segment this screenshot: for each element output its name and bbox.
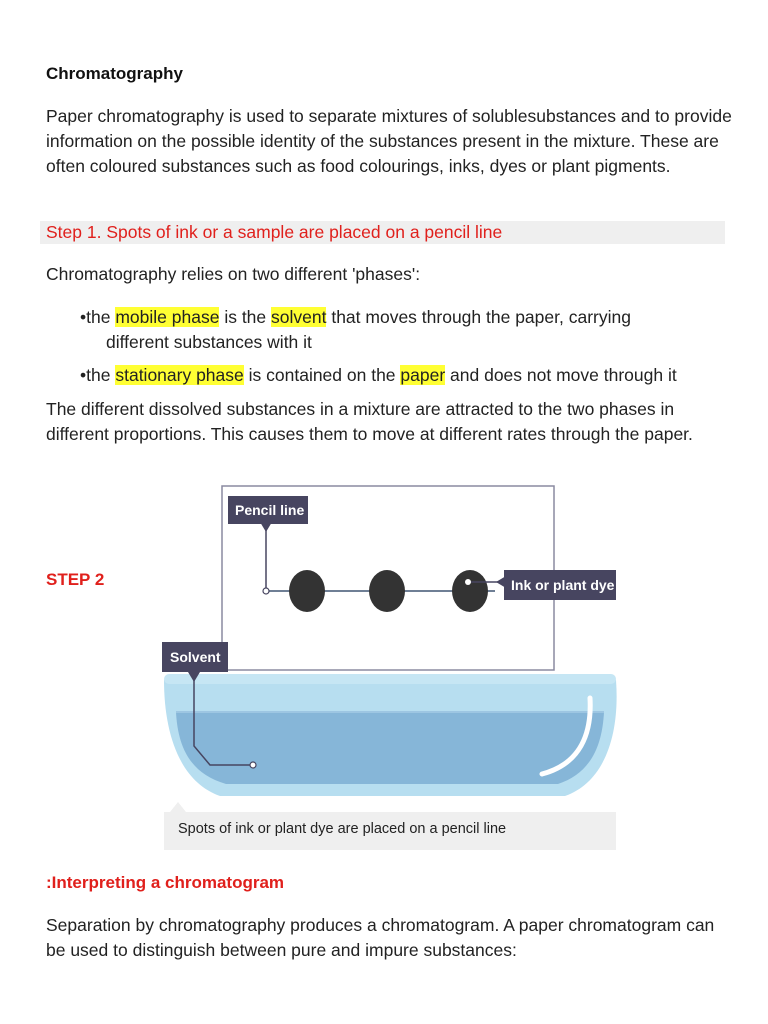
highlight-mobile-phase: mobile phase	[115, 307, 220, 327]
pencil-pointer	[263, 588, 269, 594]
interpreting-paragraph: Separation by chromatography produces a chromatogram. A paper chromatogram can be used to distinguish between pure and impure substances:	[46, 915, 715, 960]
bullet-text: is contained on the	[243, 365, 401, 385]
pointer-dot	[465, 579, 471, 585]
chromatography-diagram	[160, 484, 620, 814]
bullet-text: the	[86, 365, 116, 385]
ink-spot	[369, 570, 405, 612]
solvent-label: Solvent	[170, 649, 221, 665]
bullet-text: the	[86, 307, 116, 327]
pencil-label: Pencil line	[235, 502, 305, 518]
page-title: Chromatography	[46, 64, 183, 83]
solvent-pointer	[250, 762, 256, 768]
bullet-dot-icon: •	[80, 365, 87, 385]
bullet-continuation: different substances with it	[106, 332, 312, 352]
dissolved-paragraph: The different dissolved substances in a mixture are attracted to the two phases in different proportions. This causes them to move at different rates through the paper.	[46, 399, 693, 444]
intro-paragraph: Paper chromatography is used to separate mixtures of solublesubstances and to provide information on the possible identity of the substances present in the mixture. These are often coloured substances such as food colourings, inks, dyes or plant pigments.	[46, 106, 732, 176]
ink-label: Ink or plant dye	[511, 577, 615, 593]
highlight-paper: paper	[400, 365, 446, 385]
bullet-mobile-phase	[80, 305, 720, 355]
step1-text: Step 1. Spots of ink or a sample are placed on a pencil line	[46, 222, 503, 242]
bullet-text: is the	[219, 307, 272, 327]
step2-label: STEP 2	[46, 570, 105, 589]
diagram-caption-box	[164, 812, 616, 850]
caption-notch	[170, 802, 186, 812]
diagram-caption: Spots of ink or plant dye are placed on a pencil line	[178, 821, 507, 837]
bullet-text: that moves through the paper, carrying	[326, 307, 631, 327]
phases-intro: Chromatography relies on two different 'phases':	[46, 264, 421, 284]
dish-rim	[164, 674, 616, 684]
bullet-dot-icon: •	[80, 307, 87, 327]
highlight-solvent: solvent	[271, 307, 327, 327]
bullet-text: and does not move through it	[445, 365, 677, 385]
ink-spot	[289, 570, 325, 612]
bullet-stationary-phase	[80, 363, 740, 388]
step1-banner	[40, 221, 725, 244]
highlight-stationary-phase: stationary phase	[115, 365, 244, 385]
interpreting-heading: :Interpreting a chromatogram	[46, 873, 285, 892]
ink-spot	[452, 570, 488, 612]
